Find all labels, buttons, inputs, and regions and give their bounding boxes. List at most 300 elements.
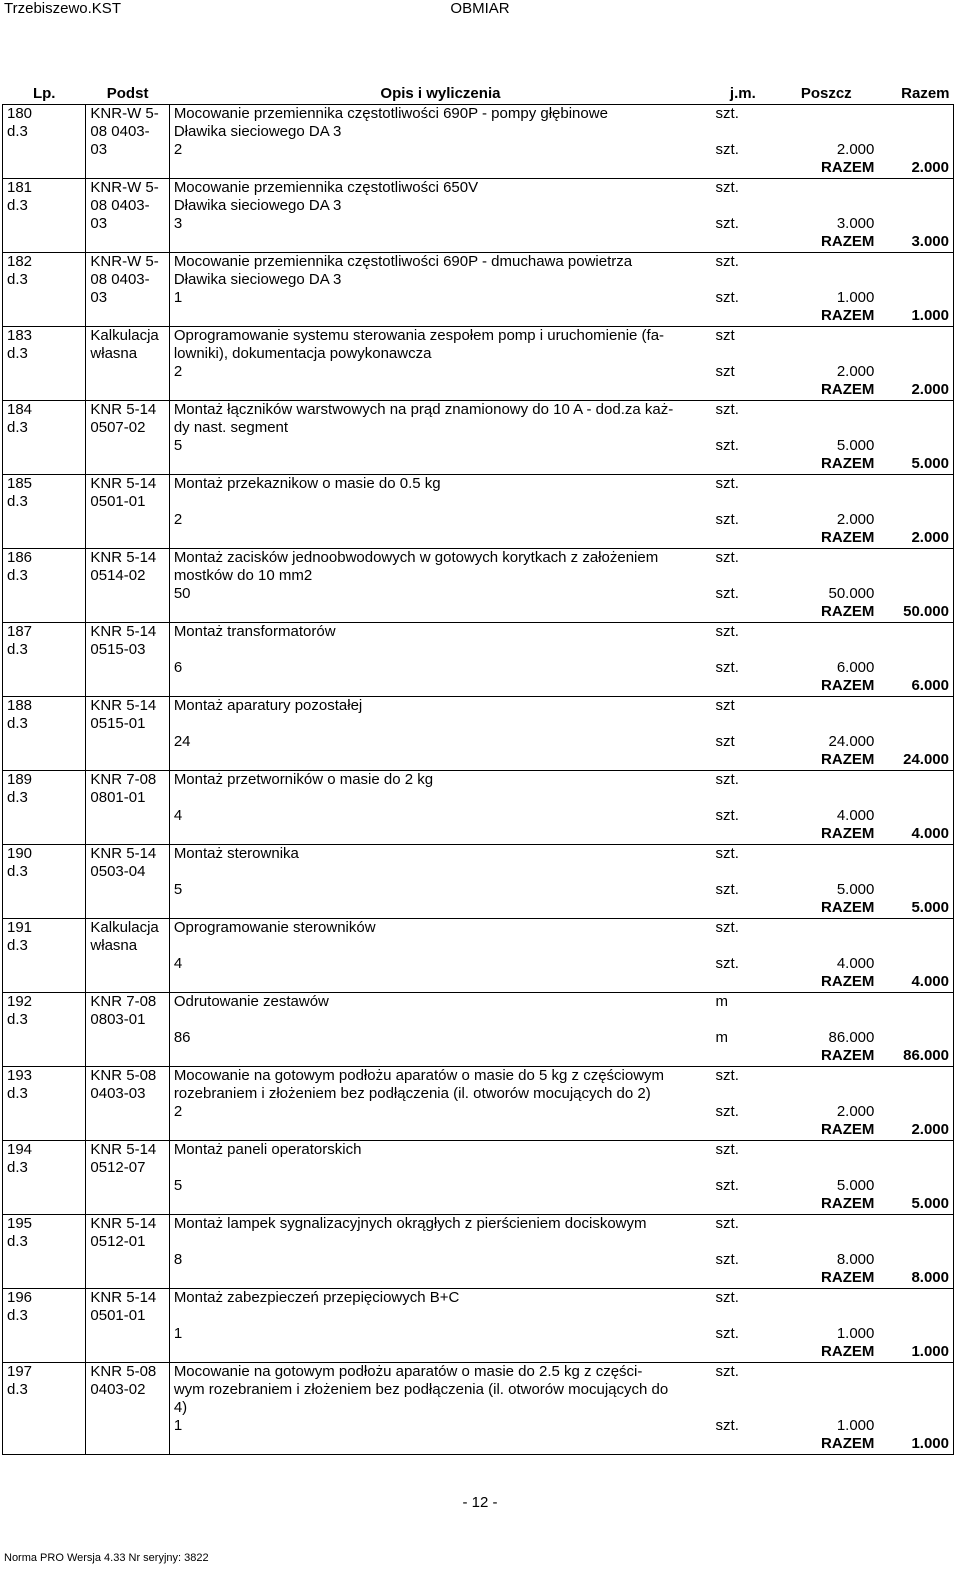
unit-label: szt. (715, 771, 739, 788)
description-line: Dławika sieciowego DA 3 (173, 271, 342, 288)
razem-label: RAZEM (774, 899, 878, 919)
spacer (778, 1067, 874, 1085)
lp-number: 188 (7, 697, 33, 714)
empty-cell (169, 1269, 711, 1289)
basis-line: Kalkulacja (90, 919, 159, 936)
total-row (3, 603, 954, 623)
spacer (716, 641, 771, 659)
spacer (778, 197, 874, 215)
unit-label: szt. (715, 1289, 739, 1306)
description-line (174, 863, 708, 881)
total-row (3, 751, 954, 771)
empty-cell (169, 159, 711, 179)
lp-number: 187 (7, 623, 33, 640)
calculation-value: 24 (173, 733, 191, 750)
total-row (3, 381, 954, 401)
total-row (3, 973, 954, 993)
razem-value: 1.000 (878, 1435, 953, 1455)
total-row (3, 1195, 954, 1215)
basis-line: 0501-01 (90, 493, 146, 510)
poszcz-value: 5.000 (836, 1177, 875, 1194)
poszcz-value: 2.000 (836, 141, 875, 158)
lp-number: 197 (7, 1363, 33, 1380)
poszcz-value: 2.000 (836, 511, 875, 528)
description-line: Oprogramowanie systemu sterowania zespołem pomp i uruchomienie (fa- (173, 327, 665, 344)
empty-cell (712, 455, 775, 475)
poszcz-cell (774, 105, 878, 160)
basis-line: 0801-01 (90, 789, 146, 806)
unit-cell (712, 327, 775, 382)
basis-line: własna (90, 937, 138, 954)
razem-label: RAZEM (774, 455, 878, 475)
lp-number: 181 (7, 179, 33, 196)
unit-label: szt (715, 697, 735, 714)
position-row (3, 1363, 954, 1436)
unit-label: szt. (715, 845, 739, 862)
position-row (3, 919, 954, 974)
description-line: Mocowanie przemiennika częstotliwości 650V (173, 179, 479, 196)
unit-label: szt. (715, 1215, 739, 1232)
description-line: wym rozebraniem i złożeniem bez podłączenia (il. otworów mocujących do (173, 1381, 669, 1398)
basis-cell (86, 919, 169, 974)
spacer (716, 1011, 771, 1029)
empty-cell (86, 603, 169, 623)
position-row (3, 1067, 954, 1122)
description-line (174, 1307, 708, 1325)
poszcz-cell (774, 1215, 878, 1270)
razem-cell (878, 697, 953, 752)
empty-cell (712, 603, 775, 623)
position-row (3, 1289, 954, 1344)
basis-line: KNR 5-14 (90, 1215, 157, 1232)
position-number (3, 179, 86, 234)
basis-line: KNR-W 5- (90, 105, 159, 122)
description-line: Montaż transformatorów (173, 623, 336, 640)
lp-number: 183 (7, 327, 33, 344)
basis-line: 0403-03 (90, 1085, 146, 1102)
calc-unit: szt. (715, 289, 739, 306)
spacer (716, 567, 771, 585)
position-row (3, 179, 954, 234)
razem-value: 5.000 (878, 1195, 953, 1215)
empty-cell (169, 1121, 711, 1141)
basis-line: własna (90, 345, 138, 362)
spacer (778, 345, 874, 363)
razem-label: RAZEM (774, 1343, 878, 1363)
description-cell (169, 253, 711, 308)
unit-label: m (715, 993, 729, 1010)
unit-cell (712, 549, 775, 604)
razem-label: RAZEM (774, 1435, 878, 1455)
poszcz-value: 1.000 (836, 289, 875, 306)
calc-unit: szt. (715, 807, 739, 824)
empty-cell (3, 603, 86, 623)
unit-cell (712, 1067, 775, 1122)
lp-section: d.3 (7, 1011, 28, 1028)
basis-cell (86, 105, 169, 160)
razem-value: 50.000 (878, 603, 953, 623)
poszcz-cell (774, 179, 878, 234)
razem-value: 24.000 (878, 751, 953, 771)
basis-line: KNR 5-14 (90, 401, 157, 418)
poszcz-cell (774, 475, 878, 530)
poszcz-value: 5.000 (836, 437, 875, 454)
spacer (716, 863, 771, 881)
razem-value: 8.000 (878, 1269, 953, 1289)
calc-unit: szt (715, 733, 735, 750)
position-number (3, 1363, 86, 1436)
calc-unit: m (715, 1029, 729, 1046)
poszcz-value: 3.000 (836, 215, 875, 232)
calculation-value: 1 (173, 1417, 183, 1434)
poszcz-value: 4.000 (836, 955, 875, 972)
description-line: Oprogramowanie sterowników (173, 919, 376, 936)
empty-cell (712, 825, 775, 845)
spacer (778, 789, 874, 807)
basis-cell (86, 771, 169, 826)
razem-label: RAZEM (774, 381, 878, 401)
total-row (3, 1121, 954, 1141)
total-row (3, 677, 954, 697)
description-line: Montaż aparatury pozostałej (173, 697, 363, 714)
empty-cell (712, 1047, 775, 1067)
empty-cell (3, 1269, 86, 1289)
calc-unit: szt. (715, 881, 739, 898)
empty-cell (712, 307, 775, 327)
basis-line: 0515-03 (90, 641, 146, 658)
description-cell (169, 179, 711, 234)
calculation-value: 50 (173, 585, 191, 602)
total-row (3, 529, 954, 549)
poszcz-cell (774, 1067, 878, 1122)
lp-section: d.3 (7, 641, 28, 658)
spacer (778, 863, 874, 881)
description-cell (169, 623, 711, 678)
lp-section: d.3 (7, 271, 28, 288)
empty-cell (712, 677, 775, 697)
empty-cell (86, 1435, 169, 1455)
position-row (3, 771, 954, 826)
total-row (3, 1343, 954, 1363)
position-row (3, 549, 954, 604)
empty-cell (3, 529, 86, 549)
calculation-value: 5 (173, 437, 183, 454)
basis-line: KNR 5-14 (90, 697, 157, 714)
company-name: Trzebiszewo.KST (4, 0, 121, 17)
basis-cell (86, 1289, 169, 1344)
razem-value: 2.000 (878, 381, 953, 401)
description-line (174, 1159, 708, 1177)
razem-cell (878, 1141, 953, 1196)
basis-line: KNR 5-14 (90, 549, 157, 566)
lp-number: 193 (7, 1067, 33, 1084)
empty-cell (712, 1435, 775, 1455)
unit-cell (712, 697, 775, 752)
razem-cell (878, 919, 953, 974)
razem-value: 3.000 (878, 233, 953, 253)
calculation-value: 1 (173, 289, 183, 306)
description-cell (169, 993, 711, 1048)
calc-unit: szt. (715, 585, 739, 602)
description-line: Dławika sieciowego DA 3 (173, 197, 342, 214)
spacer (778, 123, 874, 141)
razem-label: RAZEM (774, 1047, 878, 1067)
description-cell (169, 919, 711, 974)
spacer (716, 123, 771, 141)
spacer (778, 327, 874, 345)
description-line: Mocowanie przemiennika częstotliwości 690P - pompy głębinowe (173, 105, 608, 122)
unit-cell (712, 919, 775, 974)
total-row (3, 1269, 954, 1289)
spacer (716, 271, 771, 289)
description-line (174, 493, 708, 511)
basis-line: KNR 5-14 (90, 1289, 157, 1306)
spacer (778, 1011, 874, 1029)
col-podst-header: Podst (86, 82, 169, 105)
unit-cell (712, 1289, 775, 1344)
spacer (778, 1215, 874, 1233)
calculation-value: 8 (173, 1251, 183, 1268)
razem-value: 2.000 (878, 1121, 953, 1141)
poszcz-value: 5.000 (836, 881, 875, 898)
unit-cell (712, 1215, 775, 1270)
spacer (778, 715, 874, 733)
spacer (778, 697, 874, 715)
lp-number: 184 (7, 401, 33, 418)
position-number (3, 1067, 86, 1122)
spacer (778, 1289, 874, 1307)
razem-cell (878, 105, 953, 160)
spacer (716, 1381, 771, 1399)
spacer (716, 345, 771, 363)
basis-line: 0403-02 (90, 1381, 146, 1398)
empty-cell (3, 973, 86, 993)
basis-cell (86, 1363, 169, 1436)
spacer (716, 715, 771, 733)
spacer (778, 1233, 874, 1251)
col-razem-header: Razem (878, 82, 953, 105)
unit-label: szt. (715, 1141, 739, 1158)
empty-cell (86, 1343, 169, 1363)
empty-cell (3, 1195, 86, 1215)
empty-cell (3, 307, 86, 327)
unit-cell (712, 179, 775, 234)
razem-value: 4.000 (878, 973, 953, 993)
razem-label: RAZEM (774, 233, 878, 253)
lp-section: d.3 (7, 715, 28, 732)
position-number (3, 105, 86, 160)
empty-cell (169, 677, 711, 697)
description-cell (169, 1067, 711, 1122)
empty-cell (3, 1047, 86, 1067)
description-cell (169, 845, 711, 900)
lp-number: 195 (7, 1215, 33, 1232)
basis-line: KNR-W 5- (90, 179, 159, 196)
description-line: rozebraniem i złożeniem bez podłączenia (il. otworów mocujących do 2) (173, 1085, 651, 1102)
poszcz-value: 50.000 (828, 585, 875, 602)
spacer (778, 475, 874, 493)
lp-section: d.3 (7, 197, 28, 214)
empty-cell (86, 1195, 169, 1215)
basis-line: 0501-01 (90, 1307, 146, 1324)
calc-unit: szt. (715, 659, 739, 676)
total-row (3, 159, 954, 179)
empty-cell (712, 529, 775, 549)
position-row (3, 1141, 954, 1196)
position-row (3, 697, 954, 752)
unit-label: szt. (715, 1067, 739, 1084)
spacer (778, 919, 874, 937)
calculation-value: 2 (173, 363, 183, 380)
lp-section: d.3 (7, 789, 28, 806)
lp-section: d.3 (7, 1307, 28, 1324)
position-number (3, 401, 86, 456)
total-row (3, 1435, 954, 1455)
total-row (3, 233, 954, 253)
position-number (3, 697, 86, 752)
unit-cell (712, 771, 775, 826)
unit-label: szt. (715, 919, 739, 936)
razem-label: RAZEM (774, 603, 878, 623)
poszcz-cell (774, 623, 878, 678)
razem-value: 86.000 (878, 1047, 953, 1067)
software-footer: Norma PRO Wersja 4.33 Nr seryjny: 3822 (4, 1552, 209, 1564)
poszcz-cell (774, 1289, 878, 1344)
spacer (716, 197, 771, 215)
empty-cell (86, 899, 169, 919)
position-number (3, 1215, 86, 1270)
description-line (174, 789, 708, 807)
lp-section: d.3 (7, 1159, 28, 1176)
empty-cell (3, 1121, 86, 1141)
spacer (778, 419, 874, 437)
description-cell (169, 697, 711, 752)
position-number (3, 475, 86, 530)
calculation-value: 2 (173, 511, 183, 528)
basis-cell (86, 1141, 169, 1196)
position-number (3, 1141, 86, 1196)
calc-unit: szt. (715, 1251, 739, 1268)
empty-cell (712, 751, 775, 771)
spacer (778, 1141, 874, 1159)
description-line: Montaż przetworników o masie do 2 kg (173, 771, 434, 788)
empty-cell (3, 1435, 86, 1455)
empty-cell (86, 233, 169, 253)
basis-line: 08 0403-03 (90, 123, 150, 158)
razem-label: RAZEM (774, 825, 878, 845)
empty-cell (86, 307, 169, 327)
spacer (778, 253, 874, 271)
poszcz-value: 1.000 (836, 1417, 875, 1434)
spacer (778, 567, 874, 585)
poszcz-value: 24.000 (828, 733, 875, 750)
basis-cell (86, 1215, 169, 1270)
basis-cell (86, 697, 169, 752)
unit-cell (712, 1141, 775, 1196)
spacer (778, 641, 874, 659)
razem-cell (878, 1289, 953, 1344)
description-line: Montaż łączników warstwowych na prąd znamionowy do 10 A - dod.za każ- (173, 401, 674, 418)
spacer (778, 105, 874, 123)
basis-line: KNR 5-14 (90, 623, 157, 640)
razem-value: 4.000 (878, 825, 953, 845)
empty-cell (3, 233, 86, 253)
total-row (3, 899, 954, 919)
empty-cell (712, 1121, 775, 1141)
basis-cell (86, 327, 169, 382)
spacer (716, 493, 771, 511)
basis-line: KNR-W 5- (90, 253, 159, 270)
calc-unit: szt (715, 363, 735, 380)
razem-value: 1.000 (878, 307, 953, 327)
empty-cell (712, 381, 775, 401)
empty-cell (3, 677, 86, 697)
empty-cell (169, 307, 711, 327)
poszcz-value: 86.000 (828, 1029, 875, 1046)
lp-section: d.3 (7, 1381, 28, 1398)
description-cell (169, 475, 711, 530)
basis-line: KNR 5-08 (90, 1363, 157, 1380)
description-line: Montaż paneli operatorskich (173, 1141, 362, 1158)
description-cell (169, 1215, 711, 1270)
basis-cell (86, 549, 169, 604)
description-cell (169, 105, 711, 160)
razem-value: 2.000 (878, 529, 953, 549)
spacer (778, 401, 874, 419)
unit-label: szt (715, 327, 735, 344)
spacer (778, 845, 874, 863)
calculation-value: 2 (173, 141, 183, 158)
razem-label: RAZEM (774, 677, 878, 697)
empty-cell (3, 159, 86, 179)
basis-line: KNR 5-14 (90, 845, 157, 862)
empty-cell (712, 159, 775, 179)
empty-cell (712, 1269, 775, 1289)
basis-line: 0503-04 (90, 863, 146, 880)
razem-label: RAZEM (774, 1121, 878, 1141)
spacer (778, 1085, 874, 1103)
empty-cell (86, 825, 169, 845)
razem-value: 6.000 (878, 677, 953, 697)
description-cell (169, 549, 711, 604)
spacer (778, 1363, 874, 1381)
poszcz-value: 2.000 (836, 1103, 875, 1120)
spacer (716, 1307, 771, 1325)
lp-number: 192 (7, 993, 33, 1010)
total-row (3, 1047, 954, 1067)
poszcz-cell (774, 549, 878, 604)
basis-cell (86, 475, 169, 530)
calc-unit: szt. (715, 437, 739, 454)
razem-cell (878, 253, 953, 308)
basis-cell (86, 845, 169, 900)
description-line: dy nast. segment (173, 419, 289, 436)
poszcz-cell (774, 771, 878, 826)
col-opis-header: Opis i wyliczenia (169, 82, 711, 105)
empty-cell (712, 973, 775, 993)
position-row (3, 253, 954, 308)
description-cell (169, 327, 711, 382)
poszcz-cell (774, 1141, 878, 1196)
unit-label: szt. (715, 475, 739, 492)
empty-cell (3, 751, 86, 771)
calculation-value: 1 (173, 1325, 183, 1342)
unit-cell (712, 253, 775, 308)
empty-cell (169, 233, 711, 253)
position-number (3, 253, 86, 308)
lp-number: 189 (7, 771, 33, 788)
basis-line: 08 0403-03 (90, 197, 150, 232)
